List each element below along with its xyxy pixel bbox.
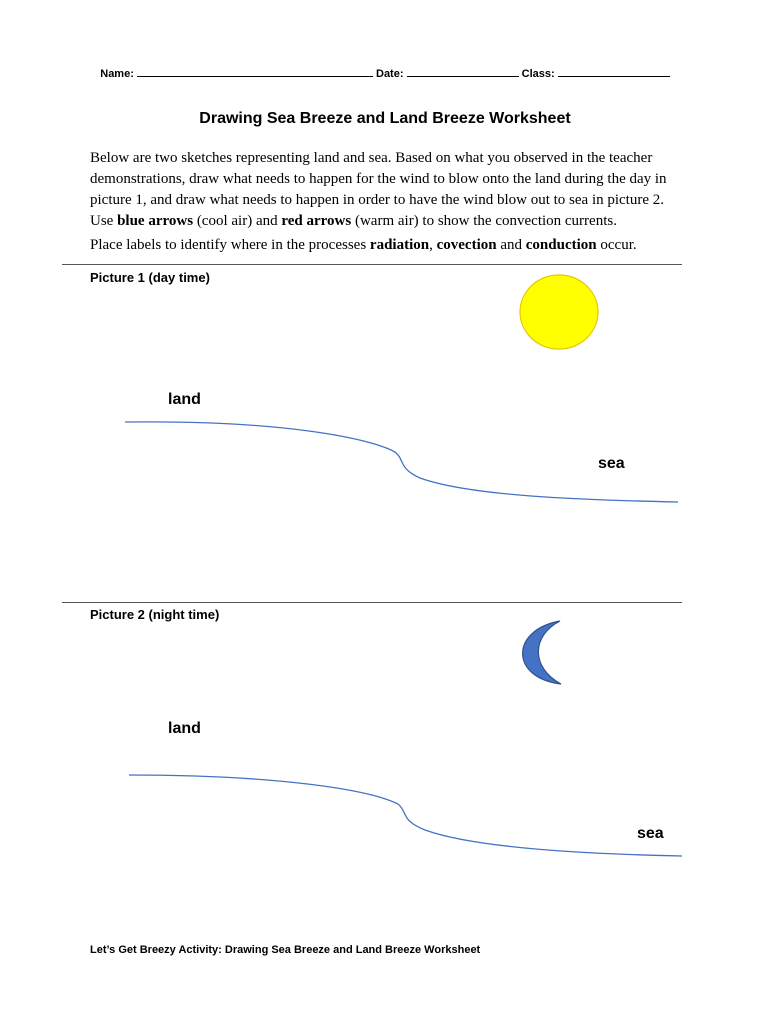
conduction-text: conduction — [525, 237, 597, 253]
covection-text: covection — [436, 237, 497, 253]
red-arrows-text: red arrows — [281, 213, 352, 229]
sun-icon — [520, 275, 598, 349]
picture-1-coastline — [125, 422, 678, 502]
class-label: Class: — [521, 68, 555, 80]
picture-1-land-label: land — [168, 391, 201, 408]
picture-1-label: Picture 1 (day time) — [90, 270, 210, 285]
cool-air-text: (cool air) and — [193, 213, 282, 229]
occur-text: occur. — [596, 237, 637, 253]
worksheet-title: Drawing Sea Breeze and Land Breeze Worksheet — [199, 110, 571, 127]
instructions-text: Below are two sketches representing land and sea. Based on what you observed in the teacher demonstrations, draw what needs to happen for the wind to blow onto the land during the day in picture 1, and draw what needs to happen in order to have the wind blow out to sea in picture 2. Use — [90, 150, 667, 229]
moon-icon — [523, 621, 561, 684]
picture-2-land-label: land — [168, 720, 201, 737]
labels-text: Place labels to identify where in the processes — [90, 237, 370, 253]
picture-2-label: Picture 2 (night time) — [90, 607, 220, 622]
radiation-text: radiation — [369, 237, 430, 253]
and-text: and — [496, 237, 526, 253]
comma-text: , — [429, 237, 437, 253]
warm-air-text: (warm air) to show the convection currents. — [351, 213, 617, 229]
name-label: Name: — [100, 68, 134, 80]
picture-1-sea-label: sea — [598, 455, 625, 472]
picture-2-sea-label: sea — [637, 825, 664, 842]
picture-2-coastline — [129, 775, 682, 856]
footer-text: Let’s Get Breezy Activity: Drawing Sea Breeze and Land Breeze Worksheet — [90, 944, 481, 956]
date-label: Date: — [376, 68, 404, 80]
blue-arrows-text: blue arrows — [117, 213, 194, 229]
